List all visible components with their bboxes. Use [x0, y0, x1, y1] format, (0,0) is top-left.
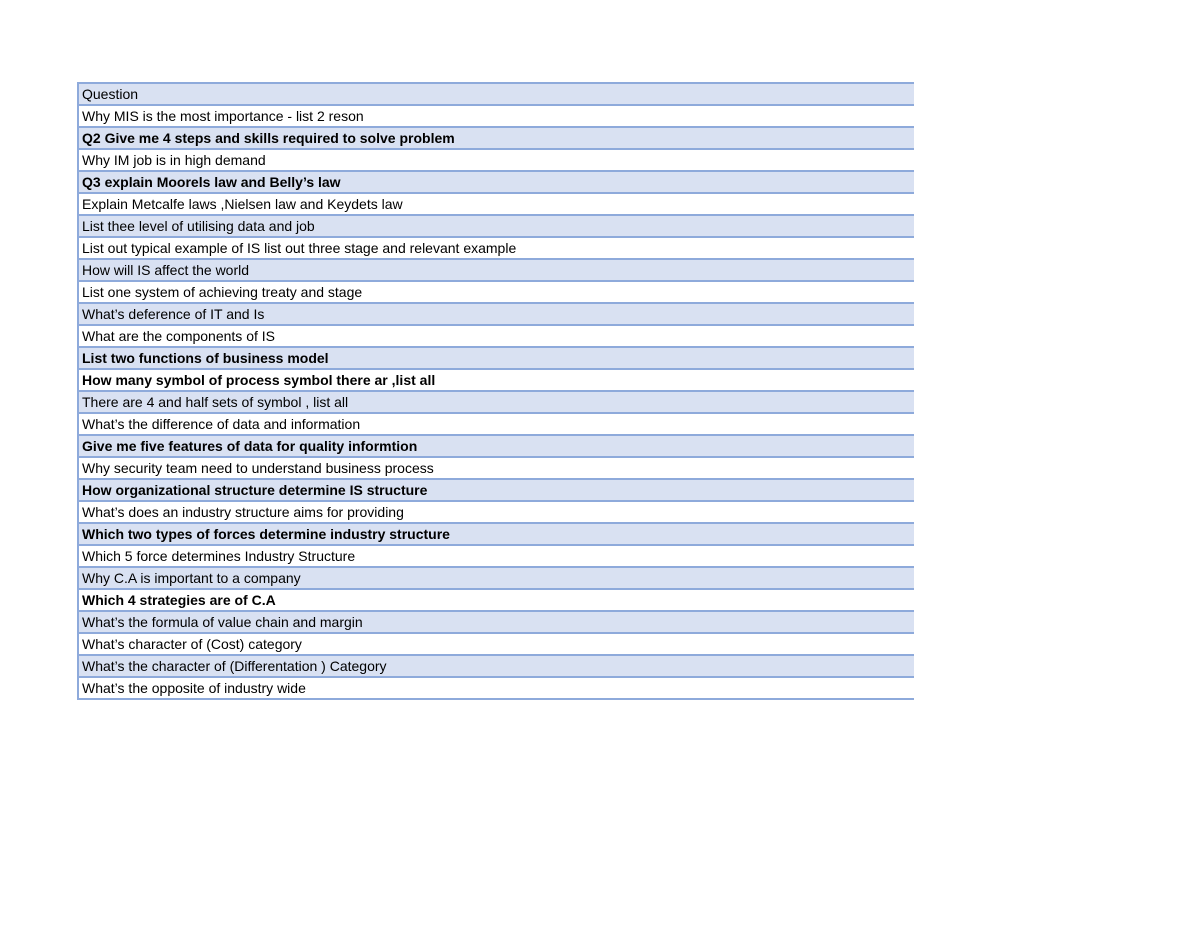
table-row: Why IM job is in high demand [79, 150, 914, 172]
table-row: What’s the difference of data and information [79, 414, 914, 436]
table-row: What’s character of (Cost) category [79, 634, 914, 656]
table-row: Which 4 strategies are of C.A [79, 590, 914, 612]
table-body [79, 106, 914, 700]
table-row: What’s deference of IT and Is [79, 304, 914, 326]
table-row: How organizational structure determine IS structure [79, 480, 914, 502]
table-row: What’s the opposite of industry wide [79, 678, 914, 700]
table-row: Explain Metcalfe laws ,Nielsen law and Keydets law [79, 194, 914, 216]
table-row: How will IS affect the world [79, 260, 914, 282]
table-row: Which two types of forces determine industry structure [79, 524, 914, 546]
table-row: There are 4 and half sets of symbol , list all [79, 392, 914, 414]
table-row: How many symbol of process symbol there ar ,list all [79, 370, 914, 392]
question-table [77, 82, 914, 700]
table-row: Why C.A is important to a company [79, 568, 914, 590]
table-row: Which 5 force determines Industry Structure [79, 546, 914, 568]
table-row: List two functions of business model [79, 348, 914, 370]
table-row: List out typical example of IS list out three stage and relevant example [79, 238, 914, 260]
table-row: Why MIS is the most importance - list 2 reson [79, 106, 914, 128]
table-row: What’s the formula of value chain and margin [79, 612, 914, 634]
table-row: List one system of achieving treaty and stage [79, 282, 914, 304]
table-row: Q2 Give me 4 steps and skills required to solve problem [79, 128, 914, 150]
table-row: What’s does an industry structure aims for providing [79, 502, 914, 524]
table-header-question: Question [79, 84, 914, 106]
table-row: List thee level of utilising data and job [79, 216, 914, 238]
table-row: Why security team need to understand business process [79, 458, 914, 480]
table-row: What’s the character of (Differentation ) Category [79, 656, 914, 678]
table-row: Give me five features of data for quality informtion [79, 436, 914, 458]
table-row: Q3 explain Moorels law and Belly’s law [79, 172, 914, 194]
table-row: What are the components of IS [79, 326, 914, 348]
